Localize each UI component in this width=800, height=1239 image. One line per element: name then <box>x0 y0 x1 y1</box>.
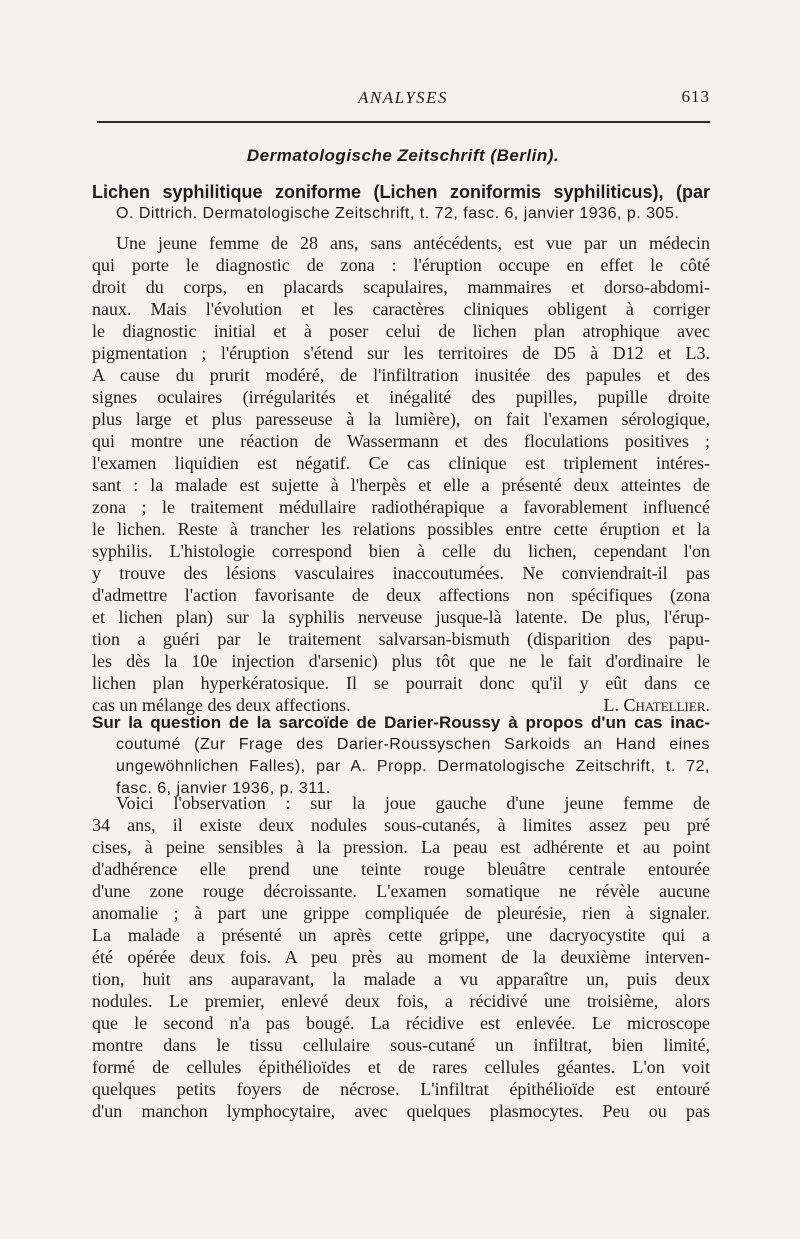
body-line: d'admettre l'action favorisante de deux affections non spécifiques (zona <box>92 585 710 605</box>
body-line: d'un manchon lymphocytaire, avec quelques plasmocytes. Peu ou pas <box>92 1101 710 1121</box>
article-title-line: O. Dittrich. Dermatologische Zeitschrift, t. 72, fasc. 6, janvier 1936, p. 305. <box>116 205 680 222</box>
journal-heading: Dermatologische Zeitschrift (Berlin). <box>246 146 560 165</box>
body-line: les dès la 10e injection d'arsenic) plus tôt que ne le fait d'ordinaire le <box>92 651 710 671</box>
article-1-title <box>92 181 710 225</box>
body-line: Une jeune femme de 28 ans, sans antécédents, est vue par un médecin <box>116 233 710 253</box>
article-title-line: fasc. 6, janvier 1936, p. 311. <box>116 780 331 797</box>
header-rule <box>97 121 710 123</box>
body-line: été opérée deux fois. A peu près au moment de la deuxième interven- <box>92 947 710 967</box>
body-line: qui montre une réaction de Wassermann et des floculations positives ; <box>92 431 710 451</box>
running-head <box>96 86 710 112</box>
body-line: quelques petits foyers de nécrose. L'infiltrat épithélioïde est entouré <box>92 1079 710 1099</box>
body-line: La malade a présenté un après cette grippe, une dacryocystite qui a <box>92 925 710 945</box>
body-line: zona ; le traitement médullaire radiothérapique a favorablement influencé <box>92 497 710 517</box>
body-line: 34 ans, il existe deux nodules sous-cutanés, à limites assez peu pré <box>92 815 710 835</box>
body-line: anomalie ; à part une grippe compliquée de pleurésie, rien à signaler. <box>92 903 710 923</box>
body-line: sant : la malade est sujette à l'herpès et elle a présenté deux atteintes de <box>92 475 710 495</box>
body-line: syphilis. L'histologie correspond bien à celle du lichen, cependant l'on <box>92 541 710 561</box>
body-line: tion, huit ans auparavant, la malade a vu apparaître un, puis deux <box>92 969 710 989</box>
body-line: Voici l'observation : sur la joue gauche d'une jeune femme de <box>116 793 710 813</box>
body-line: et lichen plan) sur la syphilis nerveuse jusque-là latente. De plus, l'érup- <box>92 607 710 627</box>
body-line: qui porte le diagnostic de zona : l'éruption occupe en effet le côté <box>92 255 710 275</box>
body-line: naux. Mais l'évolution et les caractères cliniques obligent à corriger <box>92 299 710 319</box>
author-signature: L. Chatellier. <box>603 695 710 715</box>
body-line: l'examen liquidien est négatif. Ce cas clinique est triplement intéres- <box>92 453 710 473</box>
body-line: le lichen. Reste à trancher les relations possibles entre cette éruption et la <box>92 519 710 539</box>
body-line: nodules. Le premier, enlevé deux fois, a récidivé une troisième, alors <box>92 991 710 1011</box>
body-line: signes oculaires (irrégularités et inégalité des pupilles, pupille droite <box>92 387 710 407</box>
body-line: cises, à peine sensibles à la pression. La peau est adhérente et au point <box>92 837 710 857</box>
body-line: d'adhérence elle prend une teinte rouge bleuâtre centrale entourée <box>92 859 710 879</box>
body-line: d'une zone rouge décroissante. L'examen somatique ne révèle aucune <box>92 881 710 901</box>
body-line: plus large et plus paresseuse à la lumière), on fait l'examen sérologique, <box>92 409 710 429</box>
body-line: droit du corps, en placards scapulaires, mammaires et dorso-abdomi- <box>92 277 710 297</box>
article-title-line: Sur la question de la sarcoïde de Darier-Roussy à propos d'un cas inac- <box>92 713 710 732</box>
article-title-line: coutumé (Zur Frage des Darier-Roussyschen Sarkoids an Hand eines <box>116 736 710 753</box>
article-title-line: ungewöhnlichen Falles), par A. Propp. Dermatologische Zeitschrift, t. 72, <box>116 758 710 775</box>
body-line: montre dans le tissu cellulaire sous-cutané un infiltrat, bien limité, <box>92 1035 710 1055</box>
article-2-title <box>92 712 710 800</box>
body-line: pigmentation ; l'éruption s'étend sur les territoires de D5 à D12 et L3. <box>92 343 710 363</box>
page-number: 613 <box>681 87 710 106</box>
body-line: tion a guéri par le traitement salvarsan-bismuth (disparition des papu- <box>92 629 710 649</box>
body-line: y trouve des lésions vasculaires inaccoutumées. Ne conviendrait-il pas <box>92 563 710 583</box>
article-title-line: Lichen syphilitique zoniforme (Lichen zoniformis syphiliticus), (par <box>92 182 710 202</box>
body-line: A cause du prurit modéré, de l'infiltration inusitée des papules et des <box>92 365 710 385</box>
body-line: le diagnostic initial et à poser celui de lichen plan atrophique avec <box>92 321 710 341</box>
body-line: cas un mélange des deux affections. <box>92 695 351 715</box>
body-line: formé de cellules épithélioïdes et de rares cellules géantes. L'on voit <box>92 1057 710 1077</box>
body-line: que le second n'a pas bougé. La récidive est enlevée. Le microscope <box>92 1013 710 1033</box>
running-head-title: ANALYSES <box>357 88 449 107</box>
article-1-body <box>92 232 710 716</box>
body-line: lichen plan hyperkératosique. Il se pourrait donc qu'il y eût dans ce <box>92 673 710 693</box>
article-2-body <box>92 792 710 1122</box>
